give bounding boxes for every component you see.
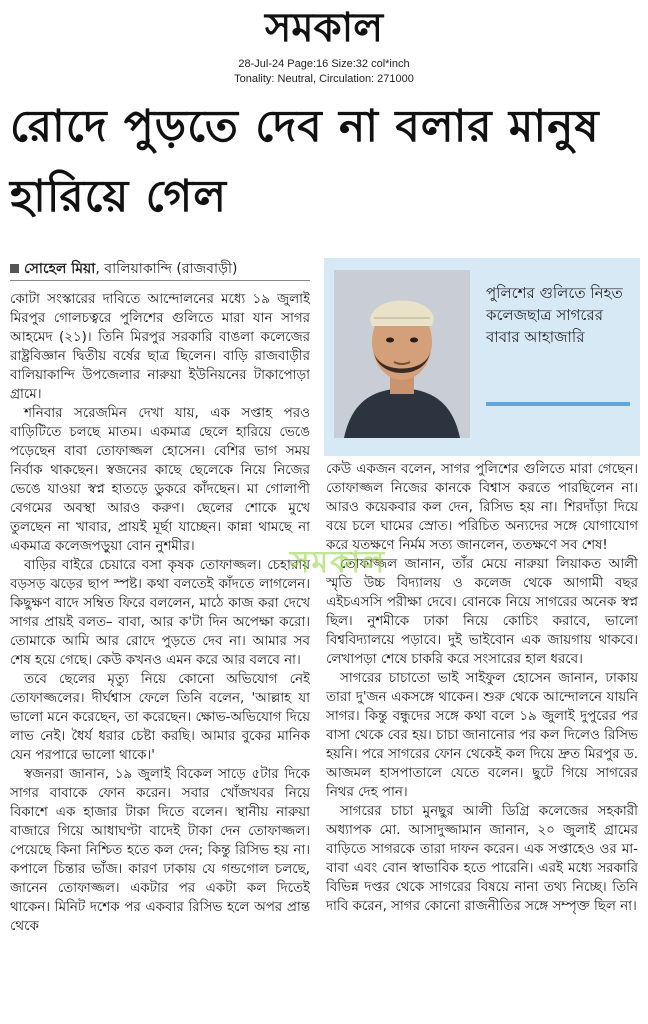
portrait-illustration: [334, 270, 470, 438]
photo-caption: পুলিশের গুলিতে নিহত কলেজছাত্র সাগরের বাবার আহাজারি: [486, 284, 623, 346]
article-photo: [334, 270, 470, 438]
paragraph: তবে ছেলের মৃত্যু নিয়ে কোনো অভিযোগ নেই তোফাজ্জলের। দীর্ঘশ্বাস ফেলে তিনি বলেন, 'আল্লাহ যা ভালো মনে করেছেন, তা করেছেন। ক্ষোভ-অভিযোগ দিয়ে লাভ নেই। ধৈর্য ধরার চেষ্টা করছি। আমার বুকের মানিক যেন পরপারে ভালো থাকে।': [10, 672, 310, 763]
paragraph: স্বজনরা জানান, ১৯ জুলাই বিকেল সাড়ে ৫টার দিকে সাগর বাবাকে ফোন করেন। সবার খোঁজখবর নিয়ে বিকাশে এক হাজার টাকা দিতে বলেন। স্থানীয় নারুয়া বাজারে গিয়ে আধাঘণ্টা বাদেই টাকা দেন তোফাজ্জল। পেয়েছে কিনা নিশ্চিত হতে কল দেন; কিন্তু রিসিভ হয় না। কপালে চিন্তার ভাঁজ। কারণ ঢাকায় যে গন্ডগোল চলছে, জানেন তোফাজ্জল। একটার পর একটা কল দিতেই থাকেন। মিনিট দশেক পর একবার রিসিভ হলে অপর প্রান্ত থেকে: [10, 767, 310, 934]
byline-square-icon: [10, 264, 19, 273]
photo-box: [324, 258, 640, 456]
paragraph: তোফাজ্জল জানান, তাঁর মেয়ে নারুয়া লিয়াকত আলী স্মৃতি উচ্চ বিদ্যালয় ও কলেজ থেকে আগামী বছর এইচএসসি পরীক্ষা দেবে। বোনকে নিয়ে সাগরের অনেক স্বপ্ন ছিল। নুশমীকে ঢাকা নিয়ে কোচিং করাবে, ভালো বিশ্ববিদ্যালয়ে পড়াবে। দুই ভাইবোন এক জায়গায় থাকবে। লেখাপড়া শেষে চাকরি করে সংসারের হাল ধরবে।: [326, 557, 638, 667]
paragraph: বাড়ির বাইরে চেয়ারে বসা কৃষক তোফাজ্জল। চেহারায় বড়সড় ঝড়ের ছাপ স্পষ্ট। কথা বলতেই কাঁদতে লাগলেন। কিছুক্ষণ বাদে সম্বিত ফিরে বললেন, মাঠে কাজ করা দেখে সাগর প্রায়ই বলত– বাবা, আর ক'টা দিন অপেক্ষা করো। তোমাকে আমি আর রোদে পুড়তে দেব না। আমার সব শেষ হয়ে গেছে। কেউ কখনও এমন করে আর বলবে না।: [10, 558, 310, 668]
byline-location: , বালিয়াকান্দি (রাজবাড়ী): [95, 261, 238, 277]
newspaper-watermark: সমকাল: [289, 545, 387, 580]
byline: [10, 258, 310, 281]
paragraph: সাগরের চাচা মুনছুর আলী ডিগ্রি কলেজের সহকারী অধ্যাপক মো. আসাদুজ্জামান জানান, ২০ জুলাই গ্রামের বাড়িতে সাগরকে তারা দাফন করেন। এক সপ্তাহেও ওর মা-বাবা এবং বোন স্বাভাবিক হতে পারেনি। এরই মধ্যে সরকারি বিভিন্ন দপ্তর থেকে সাগরের বিষয়ে নানা তথ্য নিচ্ছে। তিনি দাবি করেন, সাগর কোনো রাজনীতির সঙ্গে সম্পৃক্ত ছিল না।: [326, 804, 638, 914]
paragraph: সাগরের চাচাতো ভাই সাইফুল হোসেন জানান, ঢাকায় তারা দু'জন একসঙ্গে থাকেন। শুরু থেকে আন্দোলনে যায়নি সাগর। কিন্তু বন্ধুদের সঙ্গে কথা বলে ১৯ জুলাই দুপুরের পর বাসা থেকে বের হয়। চাচা জানানোর পর কল দিলেও রিসিভ হয়নি। পরে সাগরের ফোন থেকেই কল দিয়ে দ্রুত মিরপুর ড. আজমল হাসপাতালে যেতে বলেন। ছুটে গিয়ে সাগরের নিথর দেহ পান।: [326, 671, 638, 800]
byline-reporter-name: সোহেল মিয়া: [24, 261, 96, 277]
article-headline: রোদে পুড়তে দেব না বলার মানুষ হারিয়ে গেল: [10, 101, 600, 222]
paragraph: কোটা সংস্কারের দাবিতে আন্দোলনের মধ্যে ১৯ জুলাই মিরপুর গোলচত্বরে পুলিশের গুলিতে মারা যান সাগর আহমেদ (২১)। তিনি মিরপুর সরকারি বাঙলা কলেজের রাষ্ট্রবিজ্ঞান দ্বিতীয় বর্ষের ছাত্র ছিলেন। বাড়ি রাজবাড়ীর বালিয়াকান্দি উপজেলার নারুয়া ইউনিয়নের টাকাপোড়া গ্রামে।: [10, 292, 310, 402]
article-column-1: [10, 290, 310, 1018]
newspaper-masthead: সমকাল: [264, 4, 384, 51]
paragraph: শনিবার সরেজমিন দেখা যায়, এক সপ্তাহ পরও বাড়িটিতে চলছে মাতম। একমাত্র ছেলে হারিয়ে ভেঙে পড়েছেন বাবা তোফাজ্জল হোসেন। বেশির ভাগ সময় নির্বাক থাকছেন। স্বজনের কাছে ছেলেকে নিয়ে নিজের ভেঙে যাওয়া স্বপ্ন হাতড়ে ডুকরে কাঁদছেন। মা গোলাপী বেগমের অবস্থা আরও করুণ। ছেলের শোকে মুখে তুলছেন না খাবার, প্রায়ই মূর্ছা যাচ্ছেন। কান্না থামছে না একমাত্র কলেজপড়ুয়া বোন নুশমীর।: [10, 406, 310, 554]
paragraph: কেউ একজন বলেন, সাগর পুলিশের গুলিতে মারা গেছেন। তোফাজ্জল নিজের কানকে বিশ্বাস করতে পারছিলেন না। আরও কয়েকবার কল দেন, রিসিভ হয় না। শিরদাঁড়া দিয়ে বয়ে চলে ঘামের স্রোত। পরিচিত অন্যদের সঙ্গে যোগাযোগ করে যতক্ষণে নির্মম সত্য জানলেন, ততক্ষণে সব শেষ!: [326, 462, 638, 553]
caption-underline: [486, 402, 630, 406]
clipping-meta-line-2: Tonality: Neutral, Circulation: 271000: [234, 73, 414, 85]
clipping-meta-line-1: 28-Jul-24 Page:16 Size:32 col*inch: [238, 58, 410, 70]
